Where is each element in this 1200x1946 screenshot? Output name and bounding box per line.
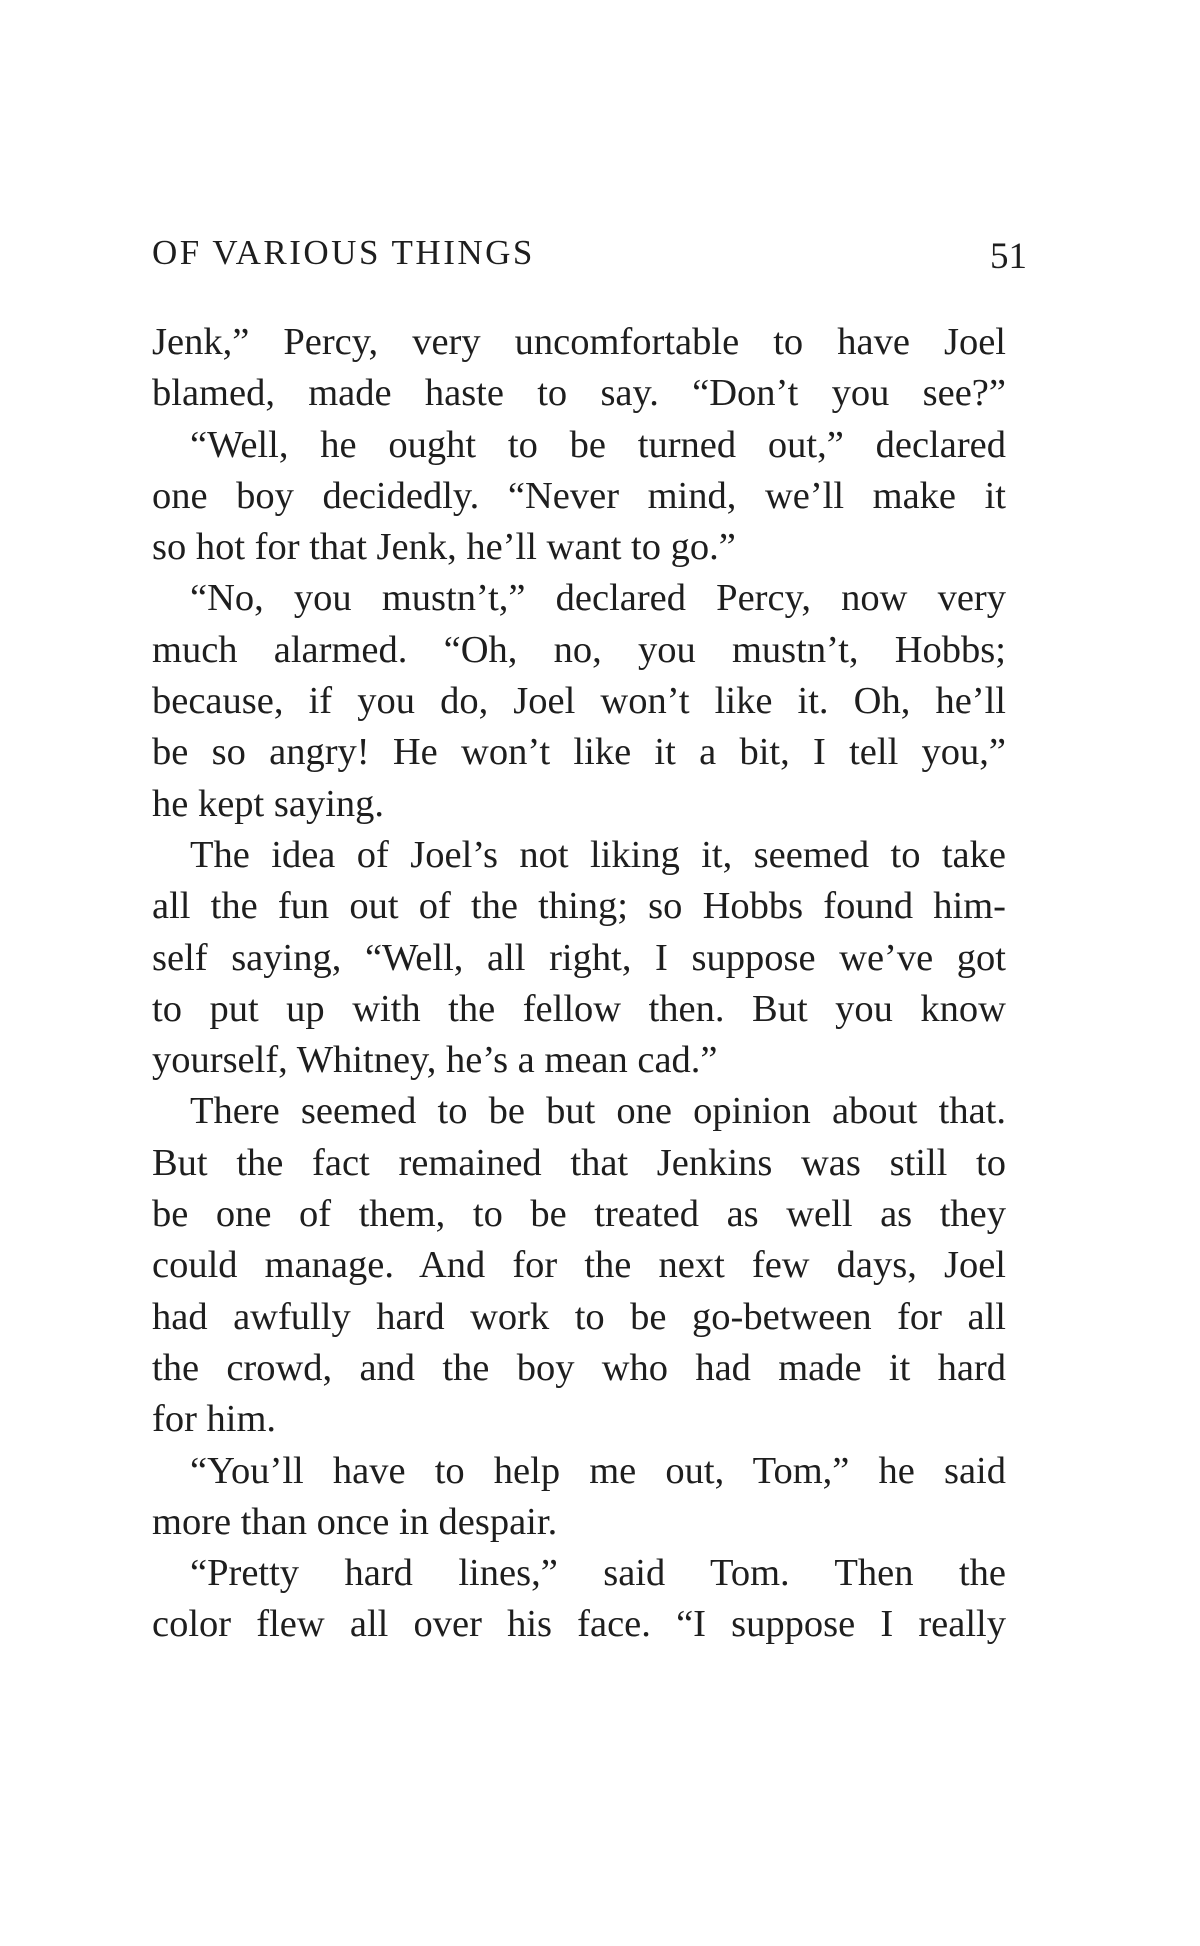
text-line: “No, you mustn’t,” declared Percy, now very: [190, 577, 1006, 620]
text-line: the crowd, and the boy who had made it hard: [152, 1346, 1006, 1389]
text-line: could manage. And for the next few days, Joel: [152, 1244, 1006, 1287]
text-line: “Pretty hard lines,” said Tom. Then the: [190, 1552, 1006, 1595]
text-line: so hot for that Jenk, he’ll want to go.”: [152, 526, 736, 569]
text-line: one boy decidedly. “Never mind, we’ll make it: [152, 474, 1006, 517]
text-line: much alarmed. “Oh, no, you mustn’t, Hobbs;: [152, 628, 1006, 671]
text-line: he kept saying.: [152, 782, 385, 825]
running-title: OF VARIOUS THINGS: [152, 233, 535, 272]
text-line: more than once in despair.: [152, 1500, 558, 1543]
text-line: color flew all over his face. “I suppose I really: [152, 1603, 1006, 1646]
text-line: “Well, he ought to be turned out,” declared: [190, 423, 1006, 466]
text-line: There seemed to be but one opinion about that.: [190, 1090, 1006, 1133]
body-text: [152, 317, 1006, 1651]
text-line: “You’ll have to help me out, Tom,” he said: [190, 1449, 1006, 1492]
text-line: self saying, “Well, all right, I suppose we’ve got: [152, 936, 1006, 979]
text-line: be one of them, to be treated as well as they: [152, 1193, 1006, 1236]
page-number: 51: [990, 236, 1027, 277]
text-line: blamed, made haste to say. “Don’t you see?”: [152, 372, 1006, 415]
text-line: because, if you do, Joel won’t like it. Oh, he’ll: [152, 680, 1006, 723]
running-head: [152, 228, 1027, 278]
text-line: yourself, Whitney, he’s a mean cad.”: [152, 1039, 718, 1082]
text-line: to put up with the fellow then. But you know: [152, 987, 1006, 1030]
text-line: The idea of Joel’s not liking it, seemed to take: [190, 833, 1006, 876]
text-line: had awfully hard work to be go-between for all: [152, 1295, 1006, 1338]
text-line: Jenk,” Percy, very uncomfortable to have Joel: [152, 321, 1006, 363]
text-line: for him.: [152, 1398, 277, 1441]
text-line: be so angry! He won’t like it a bit, I tell you,”: [152, 731, 1006, 774]
text-line: But the fact remained that Jenkins was still to: [152, 1141, 1006, 1184]
text-line: all the fun out of the thing; so Hobbs found him-: [152, 885, 1006, 928]
